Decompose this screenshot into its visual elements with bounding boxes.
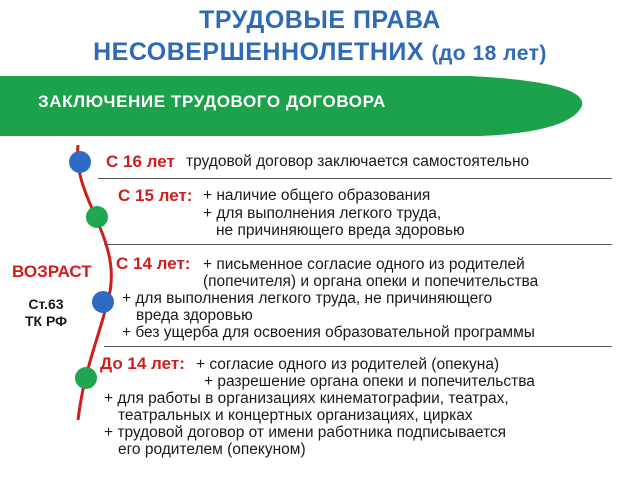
section-under14-line-2: + разрешение органа опеки и попечительства xyxy=(204,373,535,390)
section-under14-line-5: + трудовой договор от имени работника подписывается xyxy=(104,424,507,441)
section-15-line-3: не причиняющего вреда здоровью xyxy=(216,222,465,239)
section-15-header: С 15 лет: xyxy=(118,186,193,205)
divider-1 xyxy=(98,178,612,179)
section-14-line-3: + для выполнения легкого труда, не причиняющего xyxy=(122,290,493,307)
section-14-header: С 14 лет: xyxy=(116,254,191,273)
title-main: НЕСОВЕРШЕННОЛЕТНИХ xyxy=(93,38,425,66)
section-15-line-1: + наличие общего образования xyxy=(203,187,431,204)
title-line-1: ТРУДОВЫЕ ПРАВА xyxy=(199,6,441,34)
banner-title: ЗАКЛЮЧЕНИЕ ТРУДОВОГО ДОГОВОРА xyxy=(38,92,386,111)
section-under14-header: До 14 лет: xyxy=(100,354,185,373)
age-label: ВОЗРАСТ xyxy=(12,262,92,281)
timeline-dot-15 xyxy=(86,206,108,228)
timeline-dot-under14 xyxy=(75,367,97,389)
section-14-line-1: + письменное согласие одного из родителей xyxy=(203,256,525,273)
divider-3 xyxy=(104,346,612,347)
article-line-1: Ст.63 xyxy=(28,296,64,312)
divider-2 xyxy=(104,244,612,245)
article-reference xyxy=(18,296,74,330)
section-16-header: С 16 лет xyxy=(106,152,175,171)
section-14-line-5: + без ущерба для освоения образовательной программы xyxy=(122,324,535,341)
section-under14-line-4: театральных и концертных организациях, цирках xyxy=(118,407,473,424)
section-under14-line-1: + согласие одного из родителей (опекуна) xyxy=(196,356,500,373)
section-14-line-4: вреда здоровью xyxy=(136,307,253,324)
section-16-line-1: трудовой договор заключается самостоятельно xyxy=(186,153,530,170)
section-15-line-2: + для выполнения легкого труда, xyxy=(203,205,442,222)
timeline-dot-16 xyxy=(69,151,91,173)
section-under14-line-3: + для работы в организациях кинематографии, театрах, xyxy=(104,390,509,407)
title-suffix: (до 18 лет) xyxy=(431,42,547,65)
article-line-2: ТК РФ xyxy=(24,313,68,329)
timeline-dot-14 xyxy=(92,291,114,313)
section-14-line-2: (попечителя) и органа опеки и попечительства xyxy=(203,273,539,290)
section-under14-line-6: его родителем (опекуном) xyxy=(118,441,306,458)
